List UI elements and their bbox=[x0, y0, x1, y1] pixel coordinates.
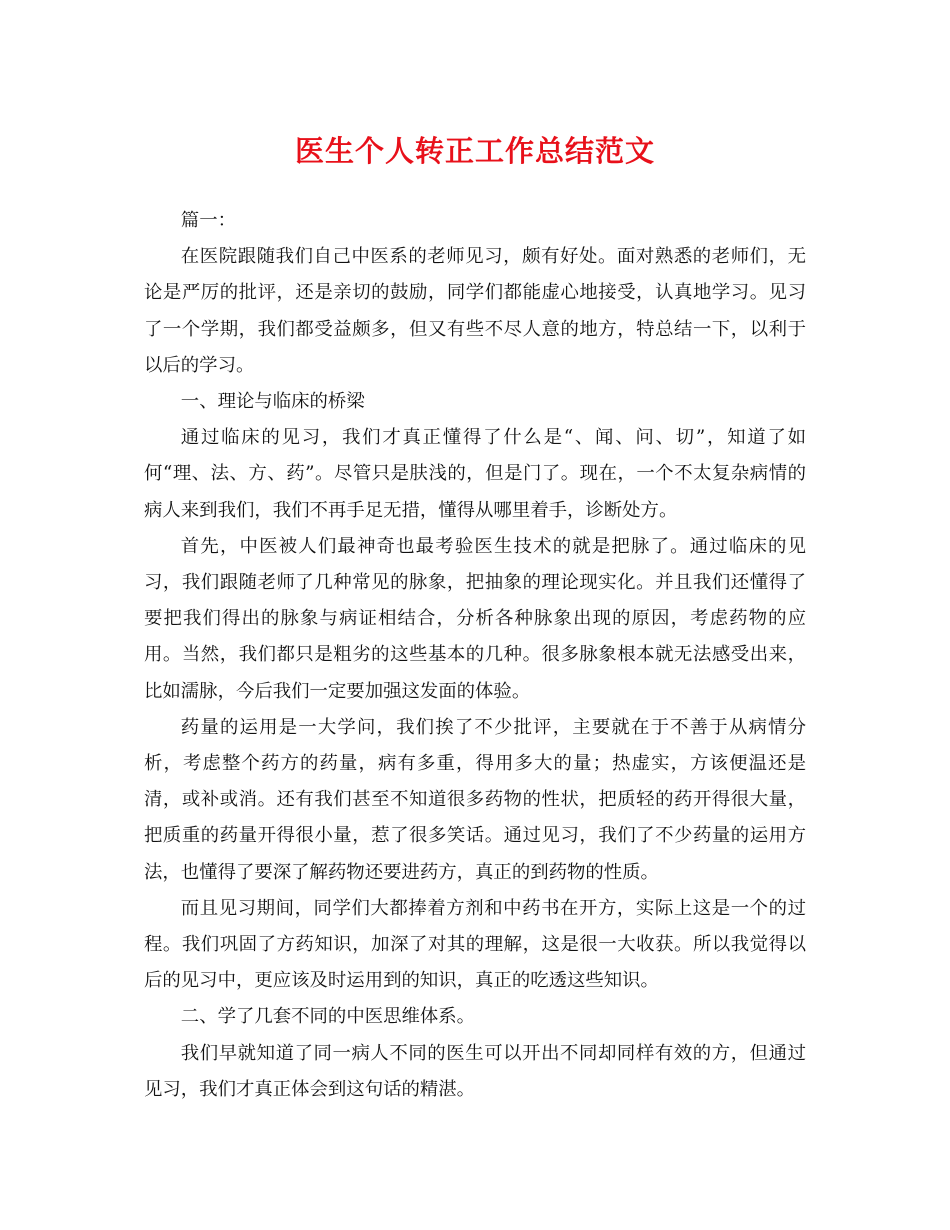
paragraph: 通过临床的见习，我们才真正懂得了什么是“、闻、问、切”，知道了如何“理、法、方、药”。尽管只是肤浅的，但是门了。现在，一个不太复杂病情的病人来到我们，我们不再手足无措，懂得从哪里着手，诊断处方。 bbox=[144, 427, 806, 521]
paragraph: 药量的运用是一大学问，我们挨了不少批评，主要就在于不善于从病情分析，考虑整个药方的药量，病有多重，得用多大的量；热虚实，方该便温还是清，或补或消。还有我们甚至不知道很多药物的性状，把质轻的药开得很大量，把质重的药量开得很小量，惹了很多笑话。通过见习，我们了不少药量的运用方法，也懂得了要深了解药物还要进药方，真正的到药物的性质。 bbox=[144, 716, 806, 883]
document-title: 医生个人转正工作总结范文 bbox=[294, 134, 655, 168]
paragraph: 首先，中医被人们最神奇也最考验医生技术的就是把脉了。通过临床的见习，我们跟随老师了几种常见的脉象，把抽象的理论现实化。并且我们还懂得了要把我们得出的脉象与病证相结合，分析各种脉象出现的原因，考虑药物的应用。当然，我们都只是粗劣的这些基本的几种。很多脉象根本就无法感受出来，比如濡脉，今后我们一定要加强这发面的体验。 bbox=[144, 535, 806, 702]
paragraph: 而且见习期间，同学们大都捧着方剂和中药书在开方，实际上这是一个的过程。我们巩固了方药知识，加深了对其的理解，这是很一大收获。所以我觉得以后的见习中，更应该及时运用到的知识，真正的吃透这些知识。 bbox=[144, 897, 806, 992]
section-heading: 二、学了几套不同的中医思维体系。 bbox=[180, 1006, 476, 1028]
paragraph: 我们早就知道了同一病人不同的医生可以开出不同却同样有效的方，但通过见习，我们才真正体会到这句话的精湛。 bbox=[144, 1042, 806, 1100]
document-body bbox=[144, 203, 806, 1108]
paragraph: 篇一： bbox=[180, 210, 236, 231]
section-heading: 一、理论与临床的桥梁 bbox=[180, 391, 365, 413]
paragraph: 在医院跟随我们自己中医系的老师见习，颇有好处。面对熟悉的老师们，无论是严厉的批评，还是亲切的鼓励，同学们都能虚心地接受，认真地学习。见习了一个学期，我们都受益颇多，但又有些不尽人意的地方，特总结一下，以利于以后的学习。 bbox=[144, 246, 806, 376]
